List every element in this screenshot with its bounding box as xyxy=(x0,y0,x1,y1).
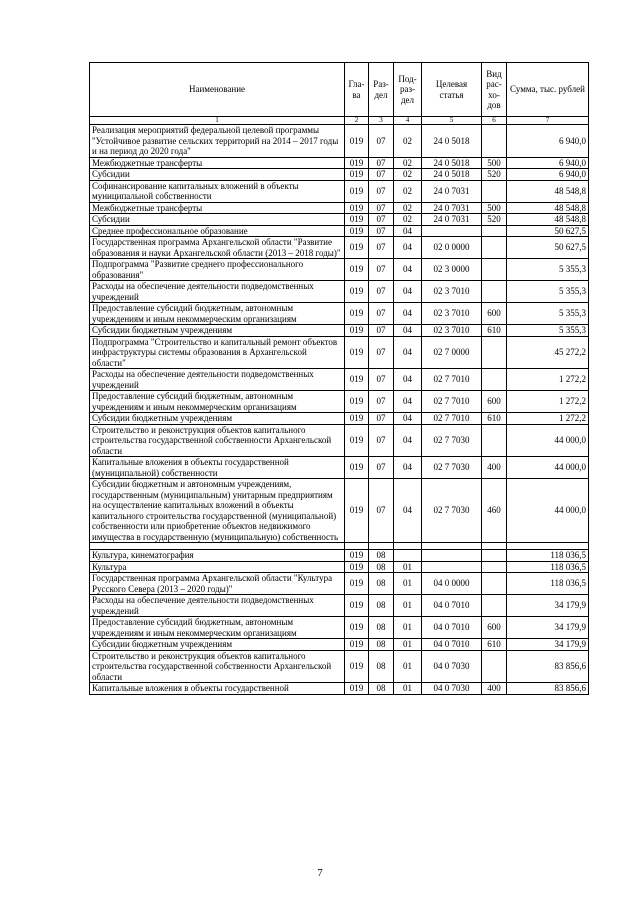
row-target-cell: 04 0 0000 xyxy=(422,573,482,595)
row-chapter-cell: 019 xyxy=(345,479,369,543)
row-amount-cell: 48 548,8 xyxy=(507,202,589,214)
table-row xyxy=(90,336,589,369)
row-expense-cell xyxy=(482,225,507,237)
row-amount-cell: 5 355,3 xyxy=(507,325,589,337)
header-name: Наименование xyxy=(90,63,345,117)
row-expense-cell xyxy=(482,595,507,617)
row-section-cell: 08 xyxy=(369,617,394,639)
row-expense-cell: 610 xyxy=(482,413,507,425)
table-row xyxy=(90,303,589,325)
row-section-cell: 07 xyxy=(369,281,394,303)
row-target-cell: 02 3 7010 xyxy=(422,281,482,303)
table-row xyxy=(90,561,589,573)
row-expense-cell: 600 xyxy=(482,391,507,413)
row-expense-cell xyxy=(482,424,507,457)
table-row xyxy=(90,639,589,651)
row-amount-cell: 50 627,5 xyxy=(507,237,589,259)
row-chapter-cell: 019 xyxy=(345,281,369,303)
row-expense-cell: 400 xyxy=(482,457,507,479)
row-section-cell: 08 xyxy=(369,561,394,573)
row-section-cell: 07 xyxy=(369,336,394,369)
row-subsection-cell: 02 xyxy=(394,125,422,158)
row-section-cell: 08 xyxy=(369,573,394,595)
row-chapter-cell: 019 xyxy=(345,157,369,169)
row-section-cell: 07 xyxy=(369,424,394,457)
row-target-cell: 02 7 0000 xyxy=(422,336,482,369)
header-chapter: Гла-ва xyxy=(345,63,369,117)
row-chapter-cell: 019 xyxy=(345,237,369,259)
table-body xyxy=(90,125,589,695)
row-expense-cell xyxy=(482,125,507,158)
table-row xyxy=(90,369,589,391)
page-number: 7 xyxy=(317,867,323,879)
row-section-cell: 08 xyxy=(369,650,394,683)
row-target-cell: 02 7 7030 xyxy=(422,479,482,543)
row-chapter-cell: 019 xyxy=(345,650,369,683)
row-expense-cell: 460 xyxy=(482,479,507,543)
table-row xyxy=(90,180,589,202)
row-subsection-cell: 04 xyxy=(394,303,422,325)
row-name-cell: Культура xyxy=(90,561,345,573)
row-chapter-cell: 019 xyxy=(345,391,369,413)
row-name-cell: Капитальные вложения в объекты государственной (муниципальной) собственности xyxy=(90,457,345,479)
row-chapter-cell: 019 xyxy=(345,457,369,479)
header-expense: Вид рас-хо-дов xyxy=(482,63,507,117)
row-chapter-cell: 019 xyxy=(345,424,369,457)
row-subsection-cell: 04 xyxy=(394,325,422,337)
row-expense-cell xyxy=(482,650,507,683)
empty-cell xyxy=(90,543,345,550)
row-expense-cell: 610 xyxy=(482,639,507,651)
row-chapter-cell: 019 xyxy=(345,259,369,281)
row-target-cell: 02 7 7010 xyxy=(422,369,482,391)
row-subsection-cell: 01 xyxy=(394,683,422,695)
row-expense-cell xyxy=(482,369,507,391)
row-name-cell: Субсидии бюджетным и автономным учреждениям, государственным (муниципальным) унитарным предприятиям на осуществление капитальных вложений в объекты капитального строительства государственной (муниципальной) собственности или приобретение объектов недвижимого имущества в государственную (муниципальную) собственность xyxy=(90,479,345,543)
table-row xyxy=(90,479,589,543)
row-chapter-cell: 019 xyxy=(345,325,369,337)
empty-cell xyxy=(345,543,369,550)
row-section-cell: 08 xyxy=(369,595,394,617)
row-chapter-cell: 019 xyxy=(345,595,369,617)
row-chapter-cell: 019 xyxy=(345,683,369,695)
row-section-cell: 07 xyxy=(369,157,394,169)
row-name-cell: Культура, кинематография xyxy=(90,550,345,562)
empty-cell xyxy=(394,543,422,550)
row-name-cell: Межбюджетные трансферты xyxy=(90,202,345,214)
row-chapter-cell: 019 xyxy=(345,336,369,369)
row-chapter-cell: 019 xyxy=(345,639,369,651)
row-target-cell: 04 0 7030 xyxy=(422,683,482,695)
header-section: Раз-дел xyxy=(369,63,394,117)
row-subsection-cell: 01 xyxy=(394,561,422,573)
row-amount-cell: 118 036,5 xyxy=(507,573,589,595)
row-amount-cell: 5 355,3 xyxy=(507,259,589,281)
column-number: 6 xyxy=(482,117,507,125)
row-expense-cell: 600 xyxy=(482,617,507,639)
row-chapter-cell: 019 xyxy=(345,561,369,573)
empty-cell xyxy=(422,543,482,550)
row-amount-cell: 34 179,9 xyxy=(507,617,589,639)
table-row xyxy=(90,259,589,281)
row-amount-cell: 34 179,9 xyxy=(507,639,589,651)
row-subsection-cell: 01 xyxy=(394,650,422,683)
row-subsection-cell: 04 xyxy=(394,237,422,259)
row-subsection-cell xyxy=(394,550,422,562)
row-target-cell xyxy=(422,561,482,573)
row-amount-cell: 1 272,2 xyxy=(507,391,589,413)
row-name-cell: Расходы на обеспечение деятельности подведомственных учреждений xyxy=(90,369,345,391)
row-chapter-cell: 019 xyxy=(345,202,369,214)
table-row xyxy=(90,595,589,617)
row-name-cell: Расходы на обеспечение деятельности подведомственных учреждений xyxy=(90,595,345,617)
row-target-cell xyxy=(422,225,482,237)
row-subsection-cell: 04 xyxy=(394,413,422,425)
row-chapter-cell: 019 xyxy=(345,225,369,237)
row-target-cell: 04 0 7030 xyxy=(422,650,482,683)
row-name-cell: Капитальные вложения в объекты государственной xyxy=(90,683,345,695)
row-expense-cell: 600 xyxy=(482,303,507,325)
row-target-cell: 02 0 0000 xyxy=(422,237,482,259)
row-amount-cell: 83 856,6 xyxy=(507,683,589,695)
row-name-cell: Среднее профессиональное образование xyxy=(90,225,345,237)
row-target-cell: 04 0 7010 xyxy=(422,617,482,639)
row-subsection-cell: 04 xyxy=(394,336,422,369)
row-section-cell: 07 xyxy=(369,180,394,202)
row-name-cell: Предоставление субсидий бюджетным, автономным учреждениям и иным некоммерческим организациям xyxy=(90,303,345,325)
row-expense-cell: 520 xyxy=(482,214,507,226)
column-number-row xyxy=(90,117,589,125)
row-target-cell: 02 3 7010 xyxy=(422,325,482,337)
row-section-cell: 07 xyxy=(369,169,394,181)
row-amount-cell: 44 000,0 xyxy=(507,424,589,457)
row-chapter-cell: 019 xyxy=(345,617,369,639)
row-section-cell: 07 xyxy=(369,391,394,413)
row-target-cell: 24 0 7031 xyxy=(422,202,482,214)
row-amount-cell: 118 036,5 xyxy=(507,550,589,562)
row-section-cell: 07 xyxy=(369,259,394,281)
row-section-cell: 07 xyxy=(369,202,394,214)
row-amount-cell: 1 272,2 xyxy=(507,413,589,425)
row-name-cell: Государственная программа Архангельской области "Развитие образования и науки Архангельской области (2013 – 2018 годы)" xyxy=(90,237,345,259)
row-subsection-cell: 04 xyxy=(394,281,422,303)
spacer-row xyxy=(90,543,589,550)
row-target-cell: 24 0 7031 xyxy=(422,180,482,202)
table-row xyxy=(90,391,589,413)
row-section-cell: 08 xyxy=(369,550,394,562)
row-chapter-cell: 019 xyxy=(345,369,369,391)
row-subsection-cell: 02 xyxy=(394,180,422,202)
table-row xyxy=(90,457,589,479)
row-expense-cell: 500 xyxy=(482,157,507,169)
row-expense-cell: 500 xyxy=(482,202,507,214)
row-expense-cell: 520 xyxy=(482,169,507,181)
row-amount-cell: 44 000,0 xyxy=(507,479,589,543)
row-amount-cell: 6 940,0 xyxy=(507,125,589,158)
row-name-cell: Субсидии бюджетным учреждениям xyxy=(90,325,345,337)
table-row xyxy=(90,214,589,226)
row-subsection-cell: 04 xyxy=(394,457,422,479)
header-target: Целевая статья xyxy=(422,63,482,117)
row-chapter-cell: 019 xyxy=(345,214,369,226)
row-expense-cell xyxy=(482,180,507,202)
row-target-cell: 04 0 7010 xyxy=(422,595,482,617)
row-subsection-cell: 04 xyxy=(394,369,422,391)
row-expense-cell xyxy=(482,561,507,573)
row-amount-cell: 83 856,6 xyxy=(507,650,589,683)
row-subsection-cell: 04 xyxy=(394,225,422,237)
row-name-cell: Предоставление субсидий бюджетным, автономным учреждениям и иным некоммерческим организациям xyxy=(90,391,345,413)
row-section-cell: 08 xyxy=(369,639,394,651)
row-name-cell: Предоставление субсидий бюджетным, автономным учреждениям и иным некоммерческим организациям xyxy=(90,617,345,639)
row-chapter-cell: 019 xyxy=(345,413,369,425)
row-amount-cell: 45 272,2 xyxy=(507,336,589,369)
row-section-cell: 07 xyxy=(369,237,394,259)
row-target-cell: 24 0 5018 xyxy=(422,169,482,181)
row-section-cell: 07 xyxy=(369,214,394,226)
row-chapter-cell: 019 xyxy=(345,125,369,158)
row-section-cell: 07 xyxy=(369,125,394,158)
row-target-cell: 24 0 5018 xyxy=(422,157,482,169)
column-number: 2 xyxy=(345,117,369,125)
row-amount-cell: 1 272,2 xyxy=(507,369,589,391)
row-amount-cell: 118 036,5 xyxy=(507,561,589,573)
row-amount-cell: 6 940,0 xyxy=(507,169,589,181)
table-row xyxy=(90,617,589,639)
row-target-cell: 04 0 7010 xyxy=(422,639,482,651)
table-row xyxy=(90,573,589,595)
table-row xyxy=(90,125,589,158)
budget-table xyxy=(89,62,589,695)
row-subsection-cell: 01 xyxy=(394,573,422,595)
column-number: 7 xyxy=(507,117,589,125)
header-row xyxy=(90,63,589,117)
row-name-cell: Подпрограмма "Строительство и капитальный ремонт объектов инфраструктуры системы образования в Архангельской области" xyxy=(90,336,345,369)
row-section-cell: 07 xyxy=(369,303,394,325)
row-name-cell: Строительство и реконструкция объектов капитального строительства государственной собственности Архангельской области xyxy=(90,650,345,683)
row-chapter-cell: 019 xyxy=(345,169,369,181)
row-name-cell: Расходы на обеспечение деятельности подведомственных учреждений xyxy=(90,281,345,303)
row-amount-cell: 34 179,9 xyxy=(507,595,589,617)
column-number: 1 xyxy=(90,117,345,125)
row-amount-cell: 5 355,3 xyxy=(507,281,589,303)
row-subsection-cell: 04 xyxy=(394,391,422,413)
row-expense-cell xyxy=(482,259,507,281)
header-subsection: Под-раз-дел xyxy=(394,63,422,117)
table-row xyxy=(90,225,589,237)
row-target-cell xyxy=(422,550,482,562)
row-section-cell: 07 xyxy=(369,369,394,391)
row-target-cell: 24 0 7031 xyxy=(422,214,482,226)
row-section-cell: 07 xyxy=(369,413,394,425)
row-chapter-cell: 019 xyxy=(345,303,369,325)
table-row xyxy=(90,650,589,683)
row-subsection-cell: 04 xyxy=(394,259,422,281)
empty-cell xyxy=(482,543,507,550)
column-number: 4 xyxy=(394,117,422,125)
row-name-cell: Реализация мероприятий федеральной целевой программы "Устойчивое развитие сельских территорий на 2014 – 2017 годы и на период до 2020 года" xyxy=(90,125,345,158)
row-expense-cell xyxy=(482,336,507,369)
row-chapter-cell: 019 xyxy=(345,180,369,202)
row-subsection-cell: 02 xyxy=(394,169,422,181)
row-target-cell: 02 7 7030 xyxy=(422,424,482,457)
row-subsection-cell: 04 xyxy=(394,479,422,543)
row-name-cell: Субсидии бюджетным учреждениям xyxy=(90,639,345,651)
row-expense-cell xyxy=(482,550,507,562)
table-row xyxy=(90,202,589,214)
row-expense-cell xyxy=(482,573,507,595)
row-amount-cell: 5 355,3 xyxy=(507,303,589,325)
row-name-cell: Субсидии xyxy=(90,214,345,226)
row-name-cell: Подпрограмма "Развитие среднего профессионального образования" xyxy=(90,259,345,281)
row-target-cell: 02 7 7010 xyxy=(422,391,482,413)
row-name-cell: Софинансирование капитальных вложений в объекты муниципальной собственности xyxy=(90,180,345,202)
row-name-cell: Межбюджетные трансферты xyxy=(90,157,345,169)
row-expense-cell: 400 xyxy=(482,683,507,695)
row-subsection-cell: 02 xyxy=(394,214,422,226)
column-number: 3 xyxy=(369,117,394,125)
row-target-cell: 02 3 7010 xyxy=(422,303,482,325)
row-amount-cell: 6 940,0 xyxy=(507,157,589,169)
column-number: 5 xyxy=(422,117,482,125)
row-expense-cell xyxy=(482,237,507,259)
row-subsection-cell: 01 xyxy=(394,639,422,651)
row-expense-cell xyxy=(482,281,507,303)
row-chapter-cell: 019 xyxy=(345,550,369,562)
row-subsection-cell: 01 xyxy=(394,617,422,639)
table-row xyxy=(90,683,589,695)
row-subsection-cell: 02 xyxy=(394,157,422,169)
row-amount-cell: 48 548,8 xyxy=(507,214,589,226)
row-expense-cell: 610 xyxy=(482,325,507,337)
row-section-cell: 07 xyxy=(369,225,394,237)
row-name-cell: Субсидии xyxy=(90,169,345,181)
table-row xyxy=(90,325,589,337)
table-row xyxy=(90,550,589,562)
table-row xyxy=(90,157,589,169)
row-target-cell: 24 0 5018 xyxy=(422,125,482,158)
row-amount-cell: 44 000,0 xyxy=(507,457,589,479)
row-chapter-cell: 019 xyxy=(345,573,369,595)
table-row xyxy=(90,413,589,425)
empty-cell xyxy=(369,543,394,550)
row-target-cell: 02 7 7030 xyxy=(422,457,482,479)
row-name-cell: Государственная программа Архангельской области "Культура Русского Севера (2013 – 2020 годы)" xyxy=(90,573,345,595)
table-row xyxy=(90,424,589,457)
row-target-cell: 02 7 7010 xyxy=(422,413,482,425)
row-name-cell: Субсидии бюджетным учреждениям xyxy=(90,413,345,425)
row-subsection-cell: 01 xyxy=(394,595,422,617)
empty-cell xyxy=(507,543,589,550)
table-row xyxy=(90,281,589,303)
row-section-cell: 08 xyxy=(369,683,394,695)
table-row xyxy=(90,237,589,259)
row-name-cell: Строительство и реконструкция объектов капитального строительства государственной собственности Архангельской области xyxy=(90,424,345,457)
header-amount: Сумма, тыс. рублей xyxy=(507,63,589,117)
table-row xyxy=(90,169,589,181)
row-target-cell: 02 3 0000 xyxy=(422,259,482,281)
row-subsection-cell: 02 xyxy=(394,202,422,214)
row-section-cell: 07 xyxy=(369,325,394,337)
row-section-cell: 07 xyxy=(369,479,394,543)
row-amount-cell: 50 627,5 xyxy=(507,225,589,237)
row-subsection-cell: 04 xyxy=(394,424,422,457)
row-amount-cell: 48 548,8 xyxy=(507,180,589,202)
row-section-cell: 07 xyxy=(369,457,394,479)
